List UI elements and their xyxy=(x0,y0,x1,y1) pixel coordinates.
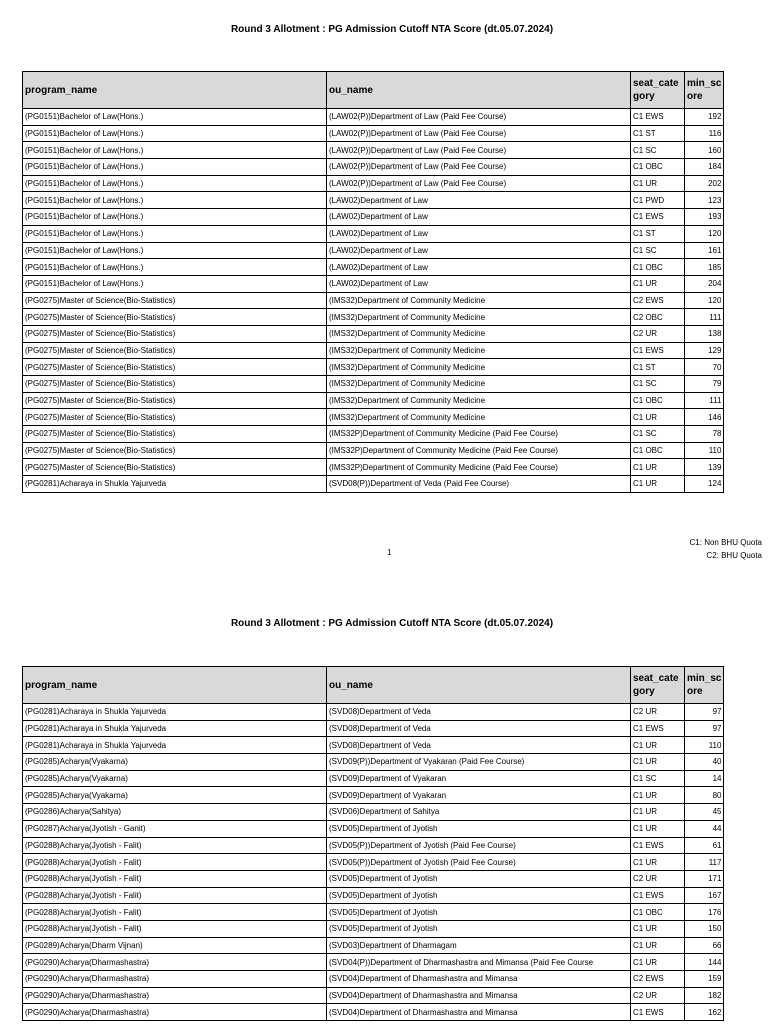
program-name-cell: (PG0275)Master of Science(Bio-Statistics) xyxy=(23,442,327,459)
table-row xyxy=(23,209,724,226)
min-score-cell: 193 xyxy=(685,209,724,226)
ou-name-cell: (LAW02)Department of Law xyxy=(327,192,631,209)
table-row xyxy=(23,175,724,192)
min-score-cell: 110 xyxy=(685,737,724,754)
min-score-cell: 144 xyxy=(685,954,724,971)
min-score-cell: 182 xyxy=(685,987,724,1004)
program-name-cell: (PG0281)Acharaya in Shukla Yajurveda xyxy=(23,704,327,721)
ou-name-cell: (SVD04)Department of Dharmashastra and Mimansa xyxy=(327,971,631,988)
min-score-cell: 171 xyxy=(685,870,724,887)
program-name-cell: (PG0151)Bachelor of Law(Hons.) xyxy=(23,209,327,226)
table-row xyxy=(23,737,724,754)
ou-name-cell: (IMS32)Department of Community Medicine xyxy=(327,325,631,342)
table-row xyxy=(23,1004,724,1021)
program-name-cell: (PG0275)Master of Science(Bio-Statistics) xyxy=(23,325,327,342)
cutoff-table xyxy=(22,71,724,493)
column-header-seat-category: seat_cate gory xyxy=(631,667,685,704)
min-score-cell: 139 xyxy=(685,459,724,476)
ou-name-cell: (IMS32)Department of Community Medicine xyxy=(327,309,631,326)
table-row xyxy=(23,359,724,376)
ou-name-cell: (IMS32)Department of Community Medicine xyxy=(327,409,631,426)
program-name-cell: (PG0289)Acharya(Dharm Vijnan) xyxy=(23,937,327,954)
seat-category-cell: C1 UR xyxy=(631,954,685,971)
seat-category-cell: C1 PWD xyxy=(631,192,685,209)
table-row xyxy=(23,225,724,242)
seat-category-cell: C1 EWS xyxy=(631,887,685,904)
ou-name-cell: (IMS32)Department of Community Medicine xyxy=(327,359,631,376)
seat-category-cell: C2 EWS xyxy=(631,971,685,988)
table-row xyxy=(23,820,724,837)
table-row xyxy=(23,704,724,721)
legend-item: C2: BHU Quota xyxy=(706,551,762,560)
seat-category-cell: C1 UR xyxy=(631,175,685,192)
seat-category-cell: C1 EWS xyxy=(631,342,685,359)
seat-category-cell: C1 OBC xyxy=(631,904,685,921)
seat-category-cell: C1 UR xyxy=(631,804,685,821)
seat-category-cell: C1 EWS xyxy=(631,109,685,126)
page-title: Round 3 Allotment : PG Admission Cutoff NTA Score (dt.05.07.2024) xyxy=(230,24,554,35)
ou-name-cell: (IMS32)Department of Community Medicine xyxy=(327,342,631,359)
program-name-cell: (PG0281)Acharaya in Shukla Yajurveda xyxy=(23,720,327,737)
min-score-cell: 202 xyxy=(685,175,724,192)
seat-category-cell: C1 OBC xyxy=(631,392,685,409)
program-name-cell: (PG0151)Bachelor of Law(Hons.) xyxy=(23,242,327,259)
program-name-cell: (PG0275)Master of Science(Bio-Statistics) xyxy=(23,392,327,409)
table-row xyxy=(23,837,724,854)
ou-name-cell: (SVD04(P))Department of Dharmashastra and Mimansa (Paid Fee Course xyxy=(327,954,631,971)
min-score-cell: 79 xyxy=(685,376,724,393)
seat-category-cell: C1 OBC xyxy=(631,259,685,276)
table-row xyxy=(23,870,724,887)
min-score-cell: 176 xyxy=(685,904,724,921)
ou-name-cell: (LAW02(P))Department of Law (Paid Fee Course) xyxy=(327,159,631,176)
program-name-cell: (PG0151)Bachelor of Law(Hons.) xyxy=(23,259,327,276)
min-score-cell: 97 xyxy=(685,704,724,721)
table-row xyxy=(23,292,724,309)
min-score-cell: 78 xyxy=(685,426,724,443)
table-row xyxy=(23,987,724,1004)
seat-category-cell: C2 UR xyxy=(631,870,685,887)
table-row xyxy=(23,954,724,971)
seat-category-cell: C1 UR xyxy=(631,787,685,804)
program-name-cell: (PG0275)Master of Science(Bio-Statistics) xyxy=(23,459,327,476)
ou-name-cell: (IMS32P)Department of Community Medicine (Paid Fee Course) xyxy=(327,442,631,459)
program-name-cell: (PG0275)Master of Science(Bio-Statistics) xyxy=(23,409,327,426)
table-row xyxy=(23,376,724,393)
seat-category-cell: C1 UR xyxy=(631,754,685,771)
program-name-cell: (PG0281)Acharaya in Shukla Yajurveda xyxy=(23,476,327,493)
program-name-cell: (PG0151)Bachelor of Law(Hons.) xyxy=(23,225,327,242)
ou-name-cell: (SVD08)Department of Veda xyxy=(327,720,631,737)
ou-name-cell: (LAW02)Department of Law xyxy=(327,275,631,292)
program-name-cell: (PG0275)Master of Science(Bio-Statistics) xyxy=(23,342,327,359)
min-score-cell: 80 xyxy=(685,787,724,804)
ou-name-cell: (IMS32)Department of Community Medicine xyxy=(327,392,631,409)
table-row xyxy=(23,971,724,988)
min-score-cell: 124 xyxy=(685,476,724,493)
table-row xyxy=(23,325,724,342)
seat-category-cell: C1 UR xyxy=(631,476,685,493)
legend-item: C1: Non BHU Quota xyxy=(689,538,762,547)
table-row xyxy=(23,720,724,737)
program-name-cell: (PG0285)Acharya(Vyakarna) xyxy=(23,787,327,804)
seat-category-cell: C1 UR xyxy=(631,459,685,476)
min-score-cell: 146 xyxy=(685,409,724,426)
seat-category-cell: C1 ST xyxy=(631,225,685,242)
ou-name-cell: (LAW02)Department of Law xyxy=(327,209,631,226)
page-number: 1 xyxy=(387,548,392,557)
column-header-seat-category: seat_cate gory xyxy=(631,72,685,109)
program-name-cell: (PG0290)Acharya(Dharmashastra) xyxy=(23,1004,327,1021)
column-header-ou-name: ou_name xyxy=(327,72,631,109)
ou-name-cell: (SVD05(P))Department of Jyotish (Paid Fee Course) xyxy=(327,837,631,854)
program-name-cell: (PG0151)Bachelor of Law(Hons.) xyxy=(23,142,327,159)
table-row xyxy=(23,920,724,937)
ou-name-cell: (SVD06)Department of Sahitya xyxy=(327,804,631,821)
min-score-cell: 138 xyxy=(685,325,724,342)
program-name-cell: (PG0151)Bachelor of Law(Hons.) xyxy=(23,109,327,126)
ou-name-cell: (SVD05)Department of Jyotish xyxy=(327,920,631,937)
table-header-row xyxy=(23,667,724,704)
program-name-cell: (PG0285)Acharya(Vyakarna) xyxy=(23,754,327,771)
program-name-cell: (PG0275)Master of Science(Bio-Statistics) xyxy=(23,292,327,309)
min-score-cell: 70 xyxy=(685,359,724,376)
ou-name-cell: (LAW02)Department of Law xyxy=(327,259,631,276)
ou-name-cell: (LAW02(P))Department of Law (Paid Fee Course) xyxy=(327,175,631,192)
program-name-cell: (PG0285)Acharya(Vyakarna) xyxy=(23,770,327,787)
table-row xyxy=(23,476,724,493)
ou-name-cell: (SVD05)Department of Jyotish xyxy=(327,904,631,921)
column-header-program-name: program_name xyxy=(23,72,327,109)
column-header-min-score: min_sc ore xyxy=(685,667,724,704)
seat-category-cell: C1 UR xyxy=(631,937,685,954)
ou-name-cell: (SVD09(P))Department of Vyakaran (Paid Fee Course) xyxy=(327,754,631,771)
table-row xyxy=(23,426,724,443)
table-row xyxy=(23,309,724,326)
table-row xyxy=(23,109,724,126)
ou-name-cell: (IMS32)Department of Community Medicine xyxy=(327,292,631,309)
program-name-cell: (PG0151)Bachelor of Law(Hons.) xyxy=(23,159,327,176)
seat-category-cell: C1 OBC xyxy=(631,442,685,459)
program-name-cell: (PG0151)Bachelor of Law(Hons.) xyxy=(23,175,327,192)
program-name-cell: (PG0151)Bachelor of Law(Hons.) xyxy=(23,125,327,142)
seat-category-cell: C1 UR xyxy=(631,275,685,292)
program-name-cell: (PG0151)Bachelor of Law(Hons.) xyxy=(23,275,327,292)
seat-category-cell: C1 UR xyxy=(631,820,685,837)
seat-category-cell: C1 SC xyxy=(631,426,685,443)
table-row xyxy=(23,409,724,426)
program-name-cell: (PG0290)Acharya(Dharmashastra) xyxy=(23,971,327,988)
quota-legend xyxy=(690,536,762,562)
program-name-cell: (PG0288)Acharya(Jyotish - Falit) xyxy=(23,837,327,854)
ou-name-cell: (LAW02(P))Department of Law (Paid Fee Course) xyxy=(327,125,631,142)
ou-name-cell: (SVD03)Department of Dharmagam xyxy=(327,937,631,954)
seat-category-cell: C2 UR xyxy=(631,704,685,721)
ou-name-cell: (SVD08)Department of Veda xyxy=(327,737,631,754)
seat-category-cell: C1 EWS xyxy=(631,720,685,737)
seat-category-cell: C1 ST xyxy=(631,359,685,376)
table-row xyxy=(23,142,724,159)
ou-name-cell: (SVD05)Department of Jyotish xyxy=(327,870,631,887)
min-score-cell: 14 xyxy=(685,770,724,787)
table-row xyxy=(23,125,724,142)
table-row xyxy=(23,392,724,409)
min-score-cell: 204 xyxy=(685,275,724,292)
seat-category-cell: C1 EWS xyxy=(631,209,685,226)
seat-category-cell: C1 UR xyxy=(631,737,685,754)
column-header-program-name: program_name xyxy=(23,667,327,704)
table-row xyxy=(23,259,724,276)
seat-category-cell: C1 SC xyxy=(631,376,685,393)
seat-category-cell: C1 EWS xyxy=(631,1004,685,1021)
table-row xyxy=(23,242,724,259)
program-name-cell: (PG0288)Acharya(Jyotish - Falit) xyxy=(23,904,327,921)
program-name-cell: (PG0275)Master of Science(Bio-Statistics) xyxy=(23,359,327,376)
seat-category-cell: C2 EWS xyxy=(631,292,685,309)
ou-name-cell: (LAW02)Department of Law xyxy=(327,225,631,242)
table-row xyxy=(23,159,724,176)
page-title: Round 3 Allotment : PG Admission Cutoff NTA Score (dt.05.07.2024) xyxy=(230,618,554,629)
table-header-row xyxy=(23,72,724,109)
ou-name-cell: (LAW02(P))Department of Law (Paid Fee Course) xyxy=(327,109,631,126)
seat-category-cell: C1 OBC xyxy=(631,159,685,176)
program-name-cell: (PG0151)Bachelor of Law(Hons.) xyxy=(23,192,327,209)
table-row xyxy=(23,937,724,954)
ou-name-cell: (SVD05)Department of Jyotish xyxy=(327,820,631,837)
table-row xyxy=(23,854,724,871)
min-score-cell: 45 xyxy=(685,804,724,821)
table-row xyxy=(23,770,724,787)
table-row xyxy=(23,754,724,771)
seat-category-cell: C1 SC xyxy=(631,770,685,787)
min-score-cell: 111 xyxy=(685,392,724,409)
min-score-cell: 66 xyxy=(685,937,724,954)
ou-name-cell: (SVD08)Department of Veda xyxy=(327,704,631,721)
min-score-cell: 120 xyxy=(685,292,724,309)
program-name-cell: (PG0288)Acharya(Jyotish - Falit) xyxy=(23,854,327,871)
ou-name-cell: (IMS32)Department of Community Medicine xyxy=(327,376,631,393)
min-score-cell: 167 xyxy=(685,887,724,904)
seat-category-cell: C1 EWS xyxy=(631,837,685,854)
table-row xyxy=(23,887,724,904)
min-score-cell: 120 xyxy=(685,225,724,242)
program-name-cell: (PG0288)Acharya(Jyotish - Falit) xyxy=(23,887,327,904)
table-row xyxy=(23,342,724,359)
table-body xyxy=(23,704,724,1021)
min-score-cell: 159 xyxy=(685,971,724,988)
seat-category-cell: C1 SC xyxy=(631,142,685,159)
seat-category-cell: C1 SC xyxy=(631,242,685,259)
min-score-cell: 117 xyxy=(685,854,724,871)
program-name-cell: (PG0281)Acharaya in Shukla Yajurveda xyxy=(23,737,327,754)
min-score-cell: 40 xyxy=(685,754,724,771)
min-score-cell: 160 xyxy=(685,142,724,159)
ou-name-cell: (SVD04)Department of Dharmashastra and Mimansa xyxy=(327,987,631,1004)
min-score-cell: 161 xyxy=(685,242,724,259)
min-score-cell: 192 xyxy=(685,109,724,126)
ou-name-cell: (LAW02(P))Department of Law (Paid Fee Course) xyxy=(327,142,631,159)
column-header-min-score: min_sc ore xyxy=(685,72,724,109)
table-row xyxy=(23,459,724,476)
min-score-cell: 97 xyxy=(685,720,724,737)
min-score-cell: 184 xyxy=(685,159,724,176)
program-name-cell: (PG0288)Acharya(Jyotish - Falit) xyxy=(23,870,327,887)
seat-category-cell: C2 UR xyxy=(631,325,685,342)
table-row xyxy=(23,275,724,292)
ou-name-cell: (SVD09)Department of Vyakaran xyxy=(327,770,631,787)
seat-category-cell: C2 OBC xyxy=(631,309,685,326)
min-score-cell: 129 xyxy=(685,342,724,359)
program-name-cell: (PG0275)Master of Science(Bio-Statistics) xyxy=(23,426,327,443)
seat-category-cell: C2 UR xyxy=(631,987,685,1004)
table-row xyxy=(23,787,724,804)
min-score-cell: 111 xyxy=(685,309,724,326)
table-row xyxy=(23,192,724,209)
min-score-cell: 162 xyxy=(685,1004,724,1021)
min-score-cell: 150 xyxy=(685,920,724,937)
min-score-cell: 61 xyxy=(685,837,724,854)
min-score-cell: 116 xyxy=(685,125,724,142)
ou-name-cell: (SVD08(P))Department of Veda (Paid Fee Course) xyxy=(327,476,631,493)
table-row xyxy=(23,904,724,921)
ou-name-cell: (IMS32P)Department of Community Medicine (Paid Fee Course) xyxy=(327,459,631,476)
seat-category-cell: C1 ST xyxy=(631,125,685,142)
ou-name-cell: (SVD04)Department of Dharmashastra and Mimansa xyxy=(327,1004,631,1021)
min-score-cell: 44 xyxy=(685,820,724,837)
ou-name-cell: (SVD09)Department of Vyakaran xyxy=(327,787,631,804)
min-score-cell: 185 xyxy=(685,259,724,276)
program-name-cell: (PG0290)Acharya(Dharmashastra) xyxy=(23,987,327,1004)
table-row xyxy=(23,804,724,821)
program-name-cell: (PG0275)Master of Science(Bio-Statistics) xyxy=(23,376,327,393)
min-score-cell: 123 xyxy=(685,192,724,209)
program-name-cell: (PG0275)Master of Science(Bio-Statistics) xyxy=(23,309,327,326)
program-name-cell: (PG0288)Acharya(Jyotish - Falit) xyxy=(23,920,327,937)
seat-category-cell: C1 UR xyxy=(631,920,685,937)
program-name-cell: (PG0286)Acharya(Sahitya) xyxy=(23,804,327,821)
program-name-cell: (PG0290)Acharya(Dharmashastra) xyxy=(23,954,327,971)
seat-category-cell: C1 UR xyxy=(631,854,685,871)
column-header-ou-name: ou_name xyxy=(327,667,631,704)
ou-name-cell: (SVD05(P))Department of Jyotish (Paid Fee Course) xyxy=(327,854,631,871)
table-body xyxy=(23,109,724,493)
cutoff-table xyxy=(22,666,724,1021)
min-score-cell: 110 xyxy=(685,442,724,459)
ou-name-cell: (SVD05)Department of Jyotish xyxy=(327,887,631,904)
ou-name-cell: (IMS32P)Department of Community Medicine (Paid Fee Course) xyxy=(327,426,631,443)
seat-category-cell: C1 UR xyxy=(631,409,685,426)
ou-name-cell: (LAW02)Department of Law xyxy=(327,242,631,259)
program-name-cell: (PG0287)Acharya(Jyotish - Ganit) xyxy=(23,820,327,837)
table-row xyxy=(23,442,724,459)
